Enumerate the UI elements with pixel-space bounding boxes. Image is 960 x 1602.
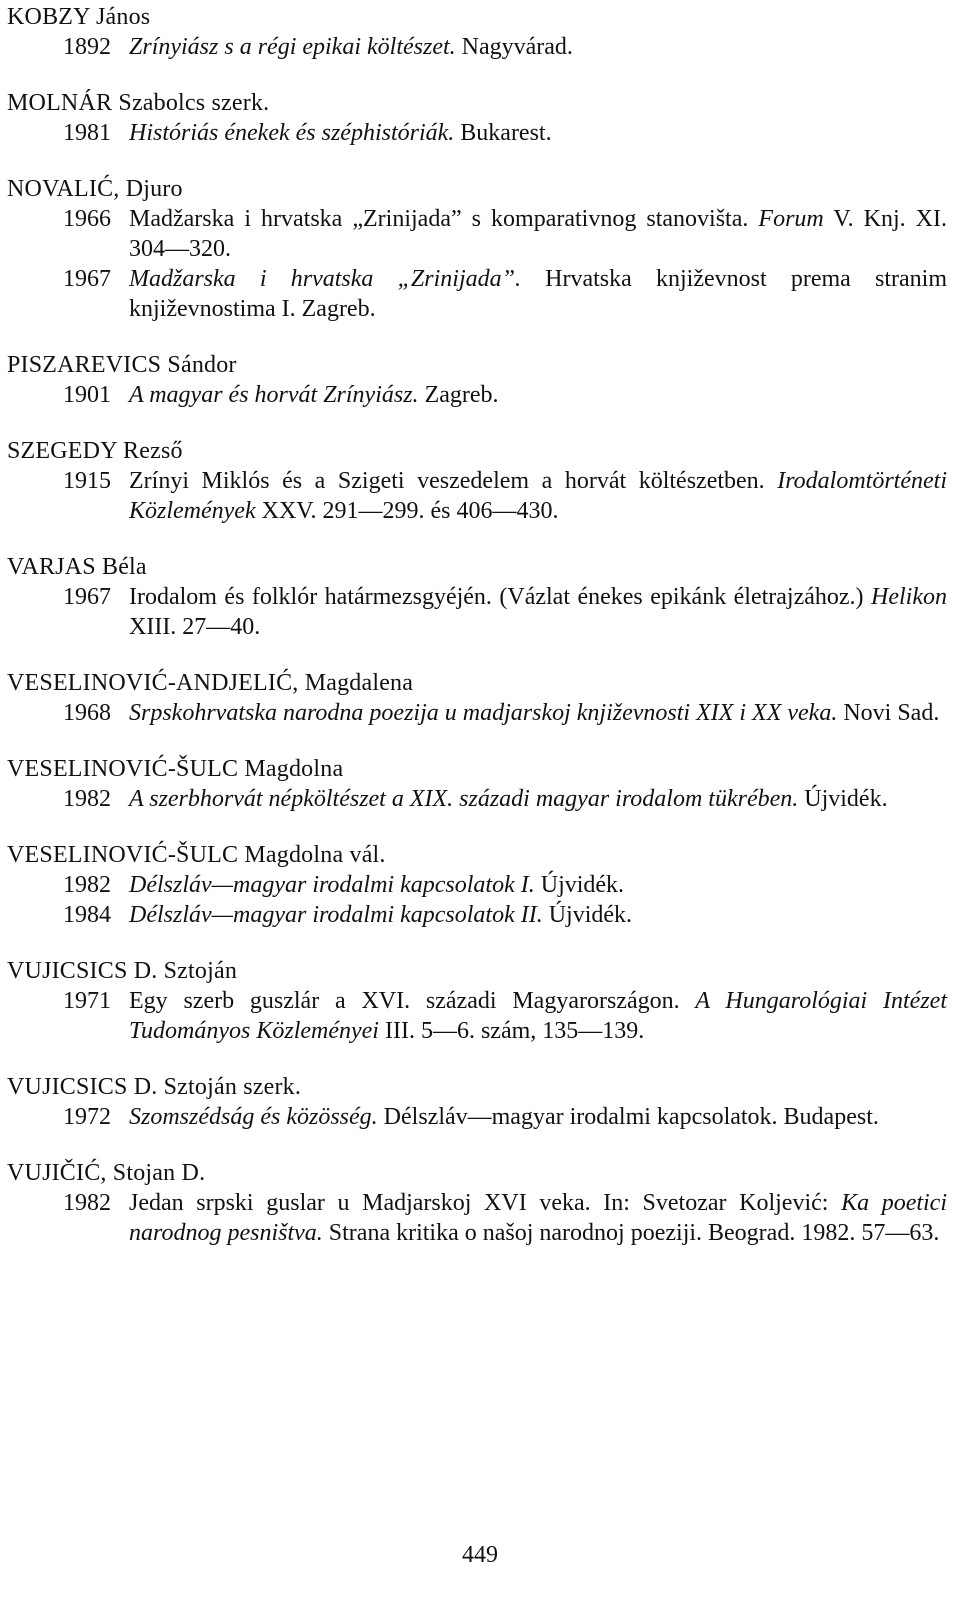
work-item <box>7 870 947 900</box>
work-description <box>129 32 947 62</box>
work-description <box>129 1102 947 1132</box>
publication-year: 1967 <box>63 266 111 292</box>
work-description <box>129 264 947 324</box>
author-name: SZEGEDY Rezső <box>7 438 183 464</box>
author-name: NOVALIĆ, Djuro <box>7 176 183 202</box>
work-title: Ka poetici narodnog pesništva. <box>129 1190 947 1246</box>
work-item <box>7 582 947 642</box>
work-detail: Bukarest. <box>454 120 552 146</box>
publication-year: 1915 <box>63 468 111 494</box>
work-description <box>129 900 947 930</box>
work-item <box>7 1188 947 1248</box>
bibliography-entry <box>7 88 947 148</box>
author-name: MOLNÁR Szabolcs szerk. <box>7 90 270 116</box>
work-detail: Délszláv—magyar irodalmi kapcsolatok. Budapest. <box>377 1104 879 1130</box>
author-name: VUJICSICS D. Sztoján <box>7 958 238 984</box>
publication-year: 1984 <box>63 902 111 928</box>
author-name: VARJAS Béla <box>7 554 147 580</box>
bibliography-entry <box>7 668 947 728</box>
publication-year: 1982 <box>63 1190 111 1216</box>
work-title: Helikon <box>871 584 947 610</box>
work-title: A magyar és horvát Zrínyiász. <box>129 382 419 408</box>
bibliography-entry <box>7 840 947 930</box>
bibliography-list <box>7 2 947 1274</box>
publication-year: 1981 <box>63 120 111 146</box>
work-item <box>7 380 947 410</box>
publication-year: 1892 <box>63 34 111 60</box>
page-number: 449 <box>462 1542 498 1568</box>
work-title: Szomszédság és közösség. <box>129 1104 378 1130</box>
work-title: A szerbhorvát népköltészet a XIX. századi magyar irodalom tükrében. <box>129 786 799 812</box>
work-detail: Újvidék. <box>534 872 625 898</box>
bibliography-entry <box>7 436 947 526</box>
author-name: VESELINOVIĆ-ŠULC Magdolna <box>7 756 344 782</box>
work-title: Madžarska i hrvatska „Zrinijada”. <box>129 266 521 292</box>
bibliography-entry <box>7 754 947 814</box>
work-item <box>7 900 947 930</box>
work-detail: Jedan srpski guslar u Madjarskoj XVI veka. In: Svetozar Koljević: <box>129 1190 842 1216</box>
work-description <box>129 986 947 1046</box>
work-title: Zrínyiász s a régi epikai költészet. <box>129 34 456 60</box>
work-detail: Strana kritika o našoj narodnoj poeziji. Beograd. 1982. 57—63. <box>322 1220 940 1246</box>
work-detail: XIII. 27—40. <box>129 614 261 640</box>
bibliography-entry <box>7 2 947 62</box>
work-description <box>129 1188 947 1248</box>
work-detail: Zrínyi Miklós és a Szigeti veszedelem a horvát költészetben. <box>129 468 778 494</box>
work-item <box>7 32 947 62</box>
author-name: VESELINOVIĆ-ŠULC Magdolna vál. <box>7 842 386 868</box>
work-description <box>129 784 947 814</box>
work-detail: Egy szerb guszlár a XVI. századi Magyarországon. <box>129 988 696 1014</box>
work-detail: Novi Sad. <box>837 700 940 726</box>
work-title: Históriás énekek és széphistóriák. <box>129 120 455 146</box>
work-title: Srpskohrvatska narodna poezija u madjarskoj književnosti XIX i XX veka. <box>129 700 838 726</box>
work-description <box>129 582 947 642</box>
publication-year: 1967 <box>63 584 111 610</box>
work-detail: V. Knj. XI. 304—320. <box>129 206 947 262</box>
work-title: Délszláv—magyar irodalmi kapcsolatok II. <box>129 902 543 928</box>
work-item <box>7 118 947 148</box>
bibliography-entry <box>7 1072 947 1132</box>
work-detail: Újvidék. <box>542 902 633 928</box>
author-name: VUJICSICS D. Sztoján szerk. <box>7 1074 302 1100</box>
work-description <box>129 380 947 410</box>
work-item <box>7 264 947 324</box>
work-item <box>7 784 947 814</box>
work-item <box>7 698 947 728</box>
work-description <box>129 466 947 526</box>
work-description <box>129 204 947 264</box>
work-title: Délszláv—magyar irodalmi kapcsolatok I. <box>129 872 535 898</box>
work-detail: Zagreb. <box>418 382 499 408</box>
publication-year: 1982 <box>63 786 111 812</box>
work-detail: Hrvatska književnost prema stranim književnostima I. Zagreb. <box>129 266 947 322</box>
work-detail: XXV. 291—299. és 406—430. <box>255 498 559 524</box>
publication-year: 1901 <box>63 382 111 408</box>
work-detail: Újvidék. <box>798 786 888 812</box>
work-detail: Nagyvárad. <box>455 34 573 60</box>
publication-year: 1966 <box>63 206 111 232</box>
bibliography-entry <box>7 552 947 642</box>
bibliography-entry <box>7 1158 947 1248</box>
work-title: Irodalomtörténeti Közlemények <box>129 468 947 524</box>
work-detail: Madžarska i hrvatska „Zrinijada” s komparativnog stanovišta. <box>129 206 759 232</box>
work-item <box>7 986 947 1046</box>
work-detail: III. 5—6. szám, 135—139. <box>378 1018 645 1044</box>
bibliography-entry <box>7 956 947 1046</box>
author-name: PISZAREVICS Sándor <box>7 352 237 378</box>
work-item <box>7 466 947 526</box>
work-description <box>129 698 947 728</box>
work-description <box>129 870 947 900</box>
author-name: VESELINOVIĆ-ANDJELIĆ, Magdalena <box>7 670 414 696</box>
publication-year: 1972 <box>63 1104 111 1130</box>
work-title: A Hungarológiai Intézet Tudományos Közleményei <box>129 988 947 1044</box>
work-item <box>7 204 947 264</box>
publication-year: 1968 <box>63 700 111 726</box>
work-description <box>129 118 947 148</box>
publication-year: 1982 <box>63 872 111 898</box>
work-item <box>7 1102 947 1132</box>
work-title: Forum <box>758 206 824 232</box>
author-name: VUJIČIĆ, Stojan D. <box>7 1160 206 1186</box>
bibliography-entry <box>7 350 947 410</box>
bibliography-entry <box>7 174 947 324</box>
author-name: KOBZY János <box>7 4 151 30</box>
work-detail: Irodalom és folklór határmezsgyéjén. (Vázlat énekes epikánk életrajzához.) <box>129 584 872 610</box>
publication-year: 1971 <box>63 988 111 1014</box>
